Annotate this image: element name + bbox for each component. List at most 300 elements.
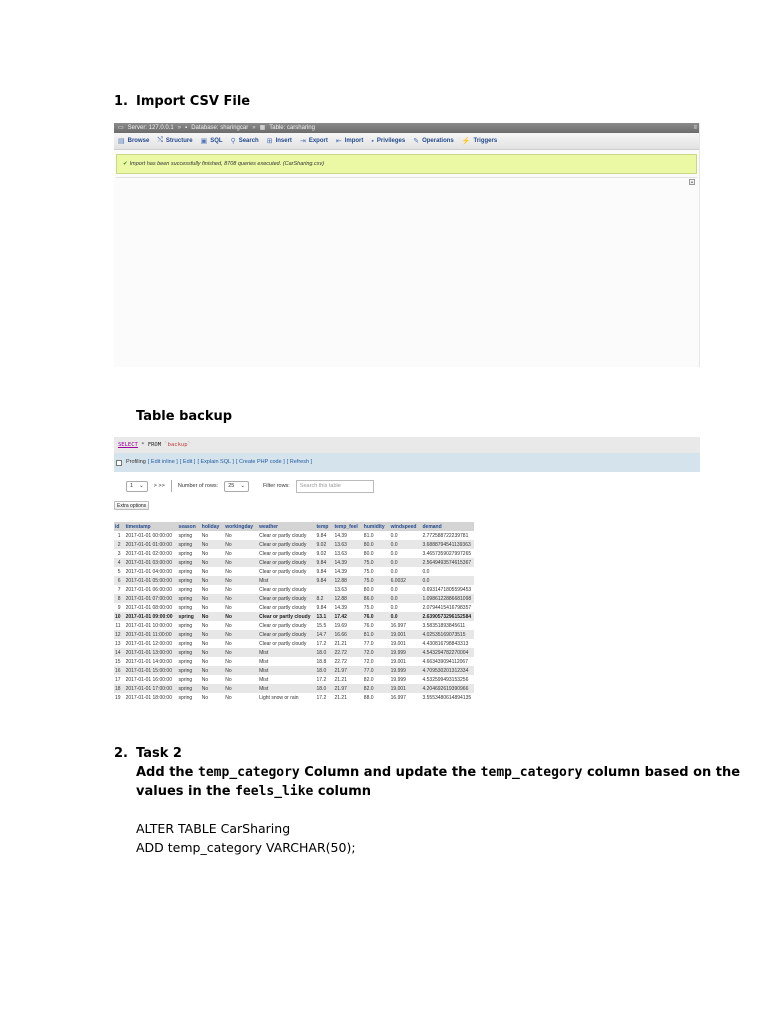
cell-season: spring [176,693,199,702]
cell-windspeed: 0.0 [388,603,420,612]
cell-holiday: No [199,675,223,684]
search-icon: ⚲ [230,138,236,145]
column-header-demand[interactable]: demand [419,522,474,531]
cell-holiday: No [199,630,223,639]
cell-temp-feel: 21.21 [331,639,360,648]
cell-season: spring [176,585,199,594]
table-row[interactable] [114,585,474,594]
tab-label: Import [344,138,364,144]
tab-label: Operations [422,138,454,144]
cell-temp: 9.84 [314,558,332,567]
cell-season: spring [176,621,199,630]
cell-weather: Clear or partly cloudy [256,639,313,648]
profiling-checkbox[interactable] [116,460,122,466]
cell-workingday: No [222,567,256,576]
cell-workingday: No [222,684,256,693]
cell-id: 2 [114,540,123,549]
cell-timestamp: 2017-01-01 08:00:00 [123,603,176,612]
cell-temp-feel: 21.21 [331,675,360,684]
section-heading-backup [136,409,232,424]
cell-temp-feel: 13.63 [331,585,360,594]
cell-demand: 0.6931471805599453 [419,585,474,594]
cell-timestamp: 2017-01-01 06:00:00 [123,585,176,594]
cell-workingday: No [222,630,256,639]
collapse-icon[interactable]: ≡ [693,125,697,131]
cell-holiday: No [199,576,223,585]
cell-windspeed: 19.001 [388,639,420,648]
cell-timestamp: 2017-01-01 09:00:00 [123,612,176,621]
cell-temp-feel: 22.72 [331,657,360,666]
table-row[interactable] [114,612,474,621]
cell-temp: 15.5 [314,621,332,630]
cell-id: 19 [114,693,123,702]
cell-weather: Clear or partly cloudy [256,585,313,594]
sql-keyword-from: FROM [147,442,162,448]
tab-sql[interactable] [201,137,223,145]
export-icon: ⇥ [299,138,306,145]
cell-timestamp: 2017-01-01 07:00:00 [123,594,176,603]
cell-timestamp: 2017-01-01 12:00:00 [123,639,176,648]
extra-options-button[interactable]: Extra options [114,501,149,510]
cell-temp-feel: 22.72 [331,648,360,657]
cell-weather: Mist [256,675,313,684]
backup-table-screenshot [114,437,700,733]
cell-weather: Clear or partly cloudy [256,630,313,639]
cell-temp: 14.7 [314,630,332,639]
cell-season: spring [176,630,199,639]
breadcrumb-database[interactable]: Database: sharingcar [191,125,249,131]
cell-season: spring [176,549,199,558]
cell-humidity: 75.0 [361,603,388,612]
breadcrumb-separator: » [252,125,256,131]
database-icon: ▪ [185,125,188,131]
cell-season: spring [176,594,199,603]
cell-temp: 9.02 [314,540,332,549]
cell-temp-feel: 14.39 [331,603,360,612]
tab-insert[interactable] [267,137,292,145]
tab-label: Browse [127,138,150,144]
cell-season: spring [176,558,199,567]
breadcrumb-server[interactable]: Server: 127.0.0.1 [127,125,174,131]
cell-humidity: 75.0 [361,558,388,567]
cell-demand: 4.709530201312334 [419,666,474,675]
cell-demand: 1.0986122886681098 [419,594,474,603]
column-header-holiday[interactable]: holiday [199,522,223,531]
table-row[interactable] [114,531,474,540]
browse-icon: ▤ [118,138,125,145]
cell-timestamp: 2017-01-01 05:00:00 [123,576,176,585]
cell-id: 1 [114,531,123,540]
column-header-temp-feel[interactable]: temp_feel [331,522,360,531]
cell-weather: Mist [256,648,313,657]
table-row[interactable] [114,621,474,630]
cell-holiday: No [199,567,223,576]
cell-temp-feel: 14.39 [331,558,360,567]
cell-season: spring [176,531,199,540]
cell-weather: Clear or partly cloudy [256,531,313,540]
table-header-row [114,522,474,531]
cell-timestamp: 2017-01-01 00:00:00 [123,531,176,540]
cell-windspeed: 16.997 [388,693,420,702]
desc-text: Add the [136,765,199,780]
sql-statement-line1: ALTER TABLE CarSharing [136,821,291,836]
cell-holiday: No [199,612,223,621]
cell-temp: 18.8 [314,657,332,666]
cell-temp: 17.2 [314,639,332,648]
cell-id: 9 [114,603,123,612]
chevron-down-icon: ⌄ [240,483,245,489]
success-text: Import has been successfully finished, 8708 queries executed. (CarSharing.csv) [129,161,325,167]
cell-temp-feel: 21.21 [331,693,360,702]
scroll-icon[interactable]: ▴ [690,179,693,184]
cell-humidity: 72.0 [361,657,388,666]
cell-temp [314,585,332,594]
table-row[interactable] [114,684,474,693]
tab-label: Export [308,138,328,144]
operations-icon: ✎ [413,138,420,145]
column-header-timestamp[interactable]: timestamp [123,522,176,531]
cell-season: spring [176,540,199,549]
edit-link[interactable]: [ Edit ] [179,459,196,465]
tab-search[interactable] [231,137,259,145]
cell-holiday: No [199,540,223,549]
cell-humidity: 75.0 [361,567,388,576]
table-row[interactable] [114,567,474,576]
table-row[interactable] [114,657,474,666]
tab-export[interactable] [300,137,328,145]
cell-humidity: 76.0 [361,621,388,630]
cell-demand: 3.5553480614894135 [419,693,474,702]
cell-temp: 18.0 [314,666,332,675]
task2-description-line1 [136,765,740,780]
cell-windspeed: 16.997 [388,621,420,630]
profiling-bar [114,453,700,472]
cell-workingday: No [222,648,256,657]
cell-season: spring [176,567,199,576]
cell-weather: Clear or partly cloudy [256,567,313,576]
tab-label: SQL [210,138,223,144]
cell-holiday: No [199,666,223,675]
cell-holiday: No [199,639,223,648]
cell-timestamp: 2017-01-01 17:00:00 [123,684,176,693]
cell-workingday: No [222,576,256,585]
rows-select[interactable] [224,481,249,492]
cell-windspeed: 0.0 [388,585,420,594]
cell-timestamp: 2017-01-01 01:00:00 [123,540,176,549]
filter-rows-input[interactable]: Search this table [296,480,374,493]
section-number: 1. [114,94,128,109]
cell-temp: 9.02 [314,549,332,558]
cell-weather: Mist [256,576,313,585]
cell-timestamp: 2017-01-01 13:00:00 [123,648,176,657]
cell-id: 7 [114,585,123,594]
import-success-message [116,154,697,174]
cell-humidity: 76.0 [361,612,388,621]
code-temp-category: temp_category [480,765,583,780]
cell-weather: Clear or partly cloudy [256,621,313,630]
cell-humidity: 80.0 [361,549,388,558]
tab-label: Structure [165,138,193,144]
cell-id: 17 [114,675,123,684]
cell-workingday: No [222,558,256,567]
create-php-code-link[interactable]: [ Create PHP code ] [235,459,285,465]
tab-label: Privileges [376,138,406,144]
tab-triggers[interactable] [462,137,497,145]
cell-workingday: No [222,612,256,621]
cell-demand: 2.5649493574615367 [419,558,474,567]
cell-demand: 4.663439094112067 [419,657,474,666]
sql-query-bar [114,437,700,453]
cell-workingday: No [222,693,256,702]
cell-humidity: 80.0 [361,540,388,549]
checkmark-icon: ✔ [123,161,128,167]
chevron-down-icon: ⌄ [139,483,144,489]
cell-temp: 18.0 [314,648,332,657]
privileges-icon: ▪ [371,137,374,145]
cell-holiday: No [199,585,223,594]
cell-temp: 18.0 [314,684,332,693]
section-title: Import CSV File [136,94,251,109]
desc-text: values in the [136,784,236,799]
cell-holiday: No [199,684,223,693]
cell-humidity: 72.0 [361,648,388,657]
explain-sql-link[interactable]: [ Explain SQL ] [197,459,234,465]
table-row[interactable] [114,540,474,549]
table-row[interactable] [114,693,474,702]
cell-windspeed: 0.0 [388,558,420,567]
cell-windspeed: 0.0 [388,549,420,558]
cell-season: spring [176,576,199,585]
section-heading-task2 [114,746,182,761]
cell-demand: 2.0794415416798357 [419,603,474,612]
breadcrumb-table[interactable]: Table: carsharing [269,125,315,131]
cell-id: 6 [114,576,123,585]
cell-demand: 3.4657359027997265 [419,549,474,558]
cell-demand: 4.430816798843313 [419,639,474,648]
refresh-link[interactable]: [ Refresh ] [286,459,313,465]
cell-workingday: No [222,531,256,540]
cell-humidity: 82.0 [361,684,388,693]
cell-workingday: No [222,666,256,675]
tab-operations[interactable] [413,137,454,145]
cell-timestamp: 2017-01-01 10:00:00 [123,621,176,630]
rows-label: Number of rows: [177,483,219,489]
cell-humidity: 77.0 [361,666,388,675]
cell-temp-feel: 13.63 [331,549,360,558]
tab-import[interactable] [336,137,364,145]
cell-holiday: No [199,648,223,657]
cell-season: spring [176,657,199,666]
divider [116,177,697,178]
cell-windspeed: 6.0032 [388,576,420,585]
cell-workingday: No [222,675,256,684]
column-header-windspeed[interactable]: windspeed [388,522,420,531]
cell-id: 15 [114,657,123,666]
cell-temp-feel: 14.39 [331,567,360,576]
cell-holiday: No [199,621,223,630]
table-row[interactable] [114,639,474,648]
cell-windspeed: 19.001 [388,684,420,693]
profiling-label: Profiling [126,459,146,465]
tab-structure[interactable] [157,137,192,145]
cell-season: spring [176,648,199,657]
table-row[interactable] [114,666,474,675]
cell-windspeed: 0.0 [388,612,420,621]
cell-id: 14 [114,648,123,657]
column-header-temp[interactable]: temp [314,522,332,531]
cell-season: spring [176,666,199,675]
import-icon: ⇤ [335,138,342,145]
cell-season: spring [176,675,199,684]
table-row[interactable] [114,558,474,567]
page-value: 1 [130,483,134,489]
cell-demand: 4.543294782270004 [419,648,474,657]
table-row[interactable] [114,603,474,612]
page-select[interactable] [126,481,148,492]
cell-timestamp: 2017-01-01 18:00:00 [123,693,176,702]
code-feels-like: feels_like [235,784,314,799]
cell-temp: 8.2 [314,594,332,603]
sql-icon: ▣ [200,138,208,145]
cell-temp-feel: 14.39 [331,531,360,540]
cell-holiday: No [199,549,223,558]
table-row[interactable] [114,648,474,657]
import-screenshot [114,123,700,367]
cell-workingday: No [222,549,256,558]
cell-demand: 3.6888794541139363 [419,540,474,549]
server-icon: ▭ [118,125,124,131]
cell-timestamp: 2017-01-01 11:00:00 [123,630,176,639]
cell-holiday: No [199,657,223,666]
cell-temp-feel: 13.63 [331,540,360,549]
cell-temp-feel: 12.88 [331,594,360,603]
section-number: 2. [114,746,128,761]
cell-windspeed: 0.0 [388,567,420,576]
cell-id: 8 [114,594,123,603]
cell-holiday: No [199,558,223,567]
cell-weather: Clear or partly cloudy [256,540,313,549]
cell-season: spring [176,603,199,612]
tab-browse[interactable] [118,137,149,145]
triggers-icon: ⚡ [461,138,471,145]
table-row[interactable] [114,675,474,684]
cell-weather: Mist [256,657,313,666]
cell-windspeed: 19.001 [388,657,420,666]
cell-humidity: 86.0 [361,594,388,603]
cell-weather: Mist [256,684,313,693]
edit-inline-link[interactable]: [ Edit inline ] [147,459,178,465]
cell-demand: 0.0 [419,567,474,576]
cell-humidity: 80.0 [361,585,388,594]
cell-humidity: 77.0 [361,639,388,648]
cell-id: 16 [114,666,123,675]
cell-windspeed: 19.999 [388,666,420,675]
column-header-season[interactable]: season [176,522,199,531]
cell-id: 12 [114,630,123,639]
column-header-weather[interactable]: weather [256,522,313,531]
cell-demand: 2.772588722239781 [419,531,474,540]
cell-temp: 17.2 [314,693,332,702]
rows-value: 25 [228,483,235,489]
cell-weather: Clear or partly cloudy [256,612,313,621]
cell-temp: 17.2 [314,675,332,684]
desc-text: Column and update the [299,765,481,780]
cell-temp-feel: 17.42 [331,612,360,621]
breadcrumb [114,123,699,133]
cell-weather: Mist [256,666,313,675]
cell-weather: Clear or partly cloudy [256,549,313,558]
tab-privileges[interactable] [371,138,405,145]
cell-demand: 4.532599493153256 [419,675,474,684]
cell-temp: 13.1 [314,612,332,621]
cell-windspeed: 0.0 [388,531,420,540]
cell-holiday: No [199,603,223,612]
insert-icon: ⊞ [266,138,273,145]
cell-temp-feel: 19.69 [331,621,360,630]
table-row[interactable] [114,594,474,603]
table-row[interactable] [114,576,474,585]
cell-id: 3 [114,549,123,558]
table-row[interactable] [114,630,474,639]
cell-temp-feel: 16.66 [331,630,360,639]
filter-label: Filter rows: [262,483,290,489]
column-header-humidity[interactable]: humidity [361,522,388,531]
tab-label: Triggers [473,138,498,144]
cell-demand: 4.204692619390966 [419,684,474,693]
cell-windspeed: 0.0 [388,540,420,549]
cell-demand: 4.02535169073515 [419,630,474,639]
cell-timestamp: 2017-01-01 03:00:00 [123,558,176,567]
cell-workingday: No [222,603,256,612]
cell-season: spring [176,684,199,693]
pagination-bar [118,478,374,494]
cell-humidity: 81.0 [361,531,388,540]
tab-label: Insert [275,138,292,144]
table-row[interactable] [114,549,474,558]
cell-temp: 9.84 [314,576,332,585]
cell-temp-feel: 21.97 [331,666,360,675]
column-header-workingday[interactable]: workingday [222,522,256,531]
cell-id: 11 [114,621,123,630]
column-header-id[interactable]: id [114,522,123,531]
next-page-arrows[interactable]: > >> [153,483,165,489]
cell-season: spring [176,639,199,648]
section-title: Task 2 [136,746,182,761]
cell-timestamp: 2017-01-01 14:00:00 [123,657,176,666]
cell-holiday: No [199,693,223,702]
cell-workingday: No [222,657,256,666]
task2-description-line2 [136,784,371,799]
section-heading-import [114,94,250,109]
cell-workingday: No [222,540,256,549]
cell-weather: Clear or partly cloudy [256,594,313,603]
cell-demand: 0.0 [419,576,474,585]
results-table [114,522,474,702]
cell-weather: Light snow or rain [256,693,313,702]
cell-id: 10 [114,612,123,621]
cell-weather: Clear or partly cloudy [256,603,313,612]
cell-timestamp: 2017-01-01 15:00:00 [123,666,176,675]
section-title: Table backup [136,409,233,424]
cell-id: 13 [114,639,123,648]
cell-temp: 9.84 [314,603,332,612]
cell-temp-feel: 21.97 [331,684,360,693]
desc-text: column [313,784,372,799]
cell-humidity: 88.0 [361,693,388,702]
table-body [114,531,474,702]
cell-id: 4 [114,558,123,567]
cell-id: 18 [114,684,123,693]
